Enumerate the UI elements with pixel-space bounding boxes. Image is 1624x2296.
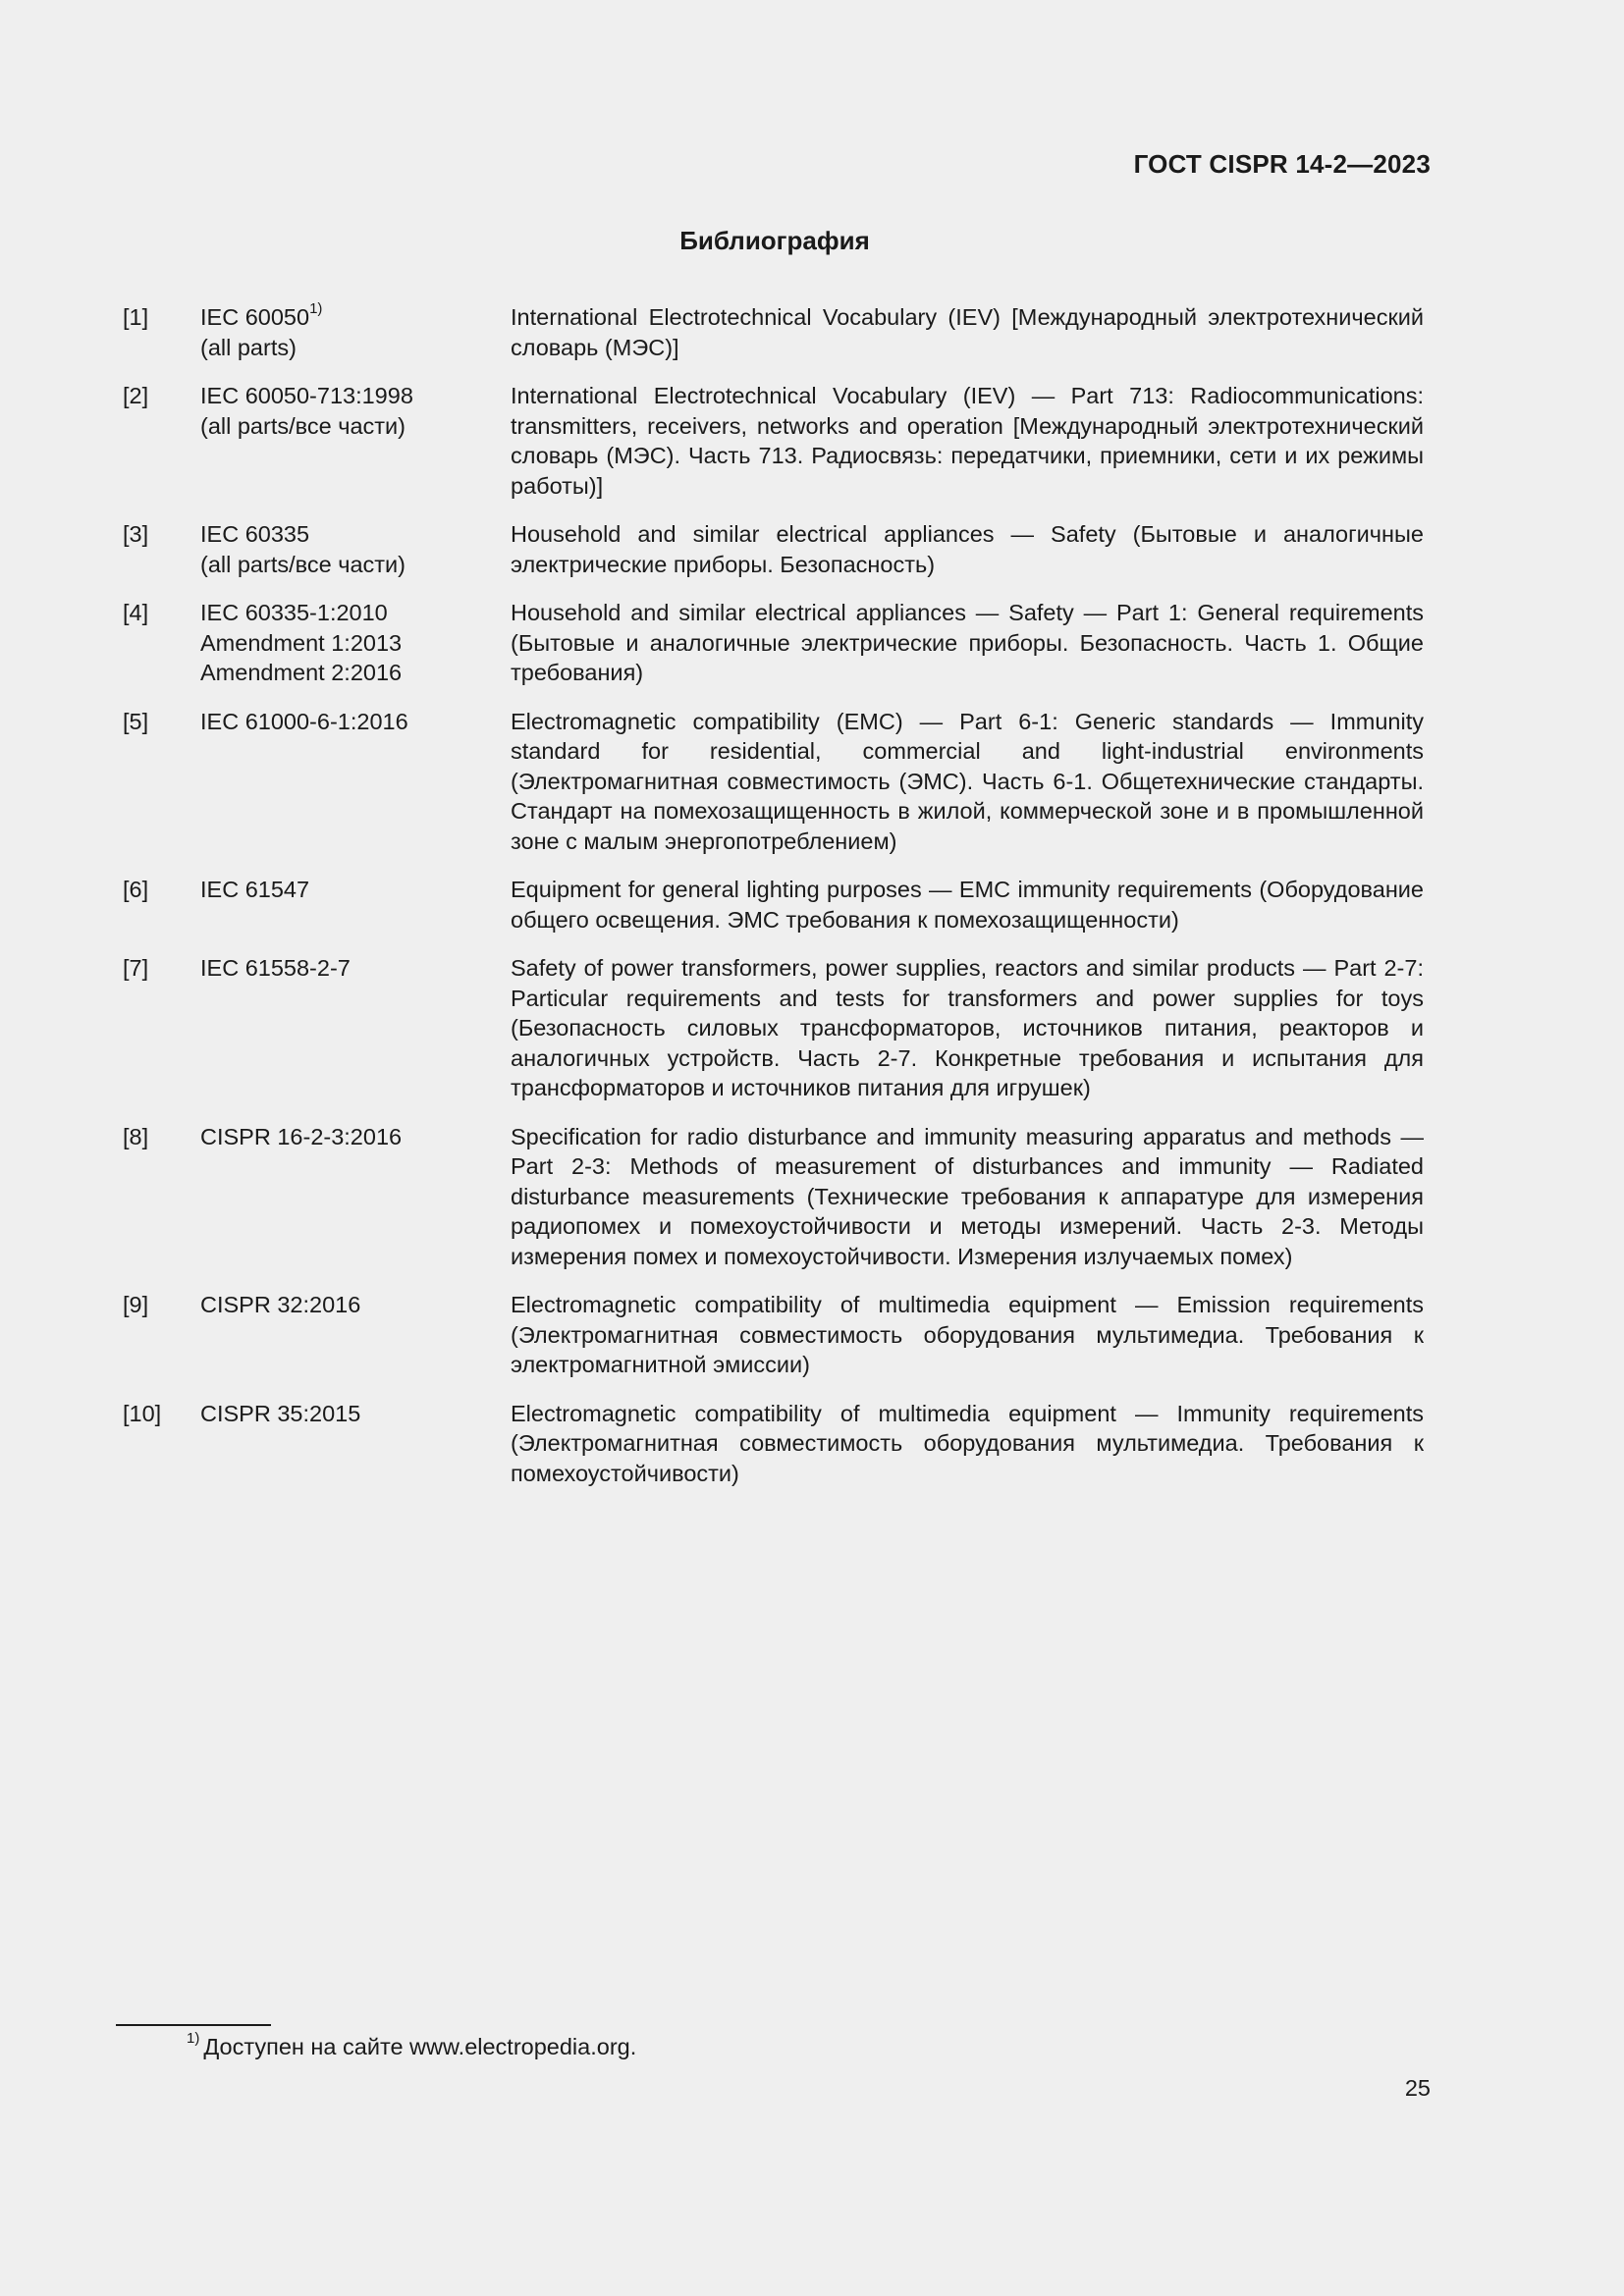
footnote-mark: 1) [187, 2030, 200, 2048]
entry-description: Specification for radio disturbance and immunity measuring apparatus and methods — Part 2-3: Methods of measurement of disturbances and immunity — Radiated disturbance measurements (Технические требования к аппаратуре для измерения радиопомех и помехоустойчивости и методы измерений. Часть 2-3. Методы измерения помех и помехоустойчивости. Измерения излучаемых помех) [511, 1123, 1424, 1269]
bibliography-entry [123, 598, 1424, 688]
reference-line [200, 302, 511, 333]
reference-text: CISPR 32:2016 [200, 1292, 361, 1317]
entry-description: Electromagnetic compatibility (EMC) — Part 6-1: Generic standards — Immunity standard for residential, commercial and light-industrial environments (Электромагнитная совместимость (ЭМС). Часть 6-1. Общетехнические стандарты. Стандарт на помехозащищенность в жилой, коммерческой зоне и в промышленной зоне с малым энергопотреблением) [511, 708, 1424, 854]
reference-text: Amendment 1:2013 [200, 629, 403, 656]
reference-line [200, 707, 511, 737]
entry-reference [200, 953, 511, 1103]
reference-text: CISPR 16-2-3:2016 [200, 1123, 403, 1149]
reference-line [200, 658, 511, 688]
reference-text: IEC 61547 [200, 877, 310, 902]
entry-number: [5] [123, 708, 149, 734]
page-number: 25 [1404, 2075, 1431, 2101]
reference-line [200, 628, 511, 659]
reference-text: IEC 61558-2-7 [200, 955, 351, 981]
entry-number: [6] [123, 877, 149, 902]
bibliography-entry [123, 519, 1424, 579]
entry-number: [2] [123, 383, 149, 408]
document-header: ГОСТ CISPR 14-2—2023 [1133, 149, 1431, 179]
entry-reference [200, 1122, 511, 1272]
entry-description: Equipment for general lighting purposes — EMC immunity requirements (Оборудование общего освещения. ЭМС требования к помехозащищенности) [511, 877, 1424, 933]
reference-line [200, 519, 511, 550]
bibliography-entry [123, 1122, 1424, 1272]
reference-text: (all parts/все части) [200, 412, 406, 439]
reference-text: IEC 61000-6-1:2016 [200, 708, 408, 734]
section-title: Библиография [679, 226, 870, 255]
entry-number: [4] [123, 600, 149, 625]
entry-number: [3] [123, 521, 149, 547]
reference-line [200, 598, 511, 628]
reference-line [200, 550, 511, 580]
entry-description: International Electrotechnical Vocabulary (IEV) [Международный электротехнический словарь (МЭС)] [511, 304, 1424, 360]
reference-line [200, 1399, 511, 1429]
entry-number: [7] [123, 955, 149, 981]
entry-reference [200, 707, 511, 857]
entry-reference [200, 519, 511, 579]
entry-number: [9] [123, 1292, 149, 1317]
reference-line [200, 381, 511, 411]
entry-description: Electromagnetic compatibility of multimedia equipment — Emission requirements (Электромагнитная совместимость оборудования мультимедиа. Требования к электромагнитной эмиссии) [511, 1292, 1424, 1377]
reference-text: (all parts) [200, 334, 297, 360]
reference-text: Amendment 2:2016 [200, 660, 403, 685]
entry-number: [1] [123, 304, 149, 330]
reference-text: IEC 60050-713:1998 [200, 383, 413, 408]
entry-reference [200, 381, 511, 501]
footnote-divider [116, 2024, 271, 2026]
entry-reference [200, 302, 511, 362]
entry-number: [8] [123, 1123, 149, 1149]
reference-line [200, 333, 511, 363]
footnote-text: Доступен на сайте www.electropedia.org. [203, 2034, 637, 2059]
reference-line [200, 411, 511, 442]
bibliography-entry [123, 875, 1424, 934]
entry-description: Safety of power transformers, power supplies, reactors and similar products — Part 2-7: Particular requirements and tests for transformers and power supplies for toys (Безопасность силовых трансформаторов, источников питания, реакторов и аналогичных устройств. Часть 2-7. Конкретные требования и испытания для трансформаторов и источников питания для игрушек) [511, 955, 1424, 1100]
reference-text: IEC 60335 [200, 521, 310, 547]
reference-text: IEC 60050 [200, 304, 310, 330]
entry-description: Household and similar electrical appliances — Safety — Part 1: General requirements (Бытовые и аналогичные электрические приборы. Безопасность. Часть 1. Общие требования) [511, 600, 1424, 685]
entry-description: Electromagnetic compatibility of multimedia equipment — Immunity requirements (Электромагнитная совместимость оборудования мультимедиа. Требования к помехоустойчивости) [511, 1400, 1424, 1486]
reference-line [200, 1290, 511, 1320]
bibliography-entry [123, 953, 1424, 1103]
bibliography-list [123, 302, 1424, 1507]
reference-text: IEC 60335-1:2010 [200, 600, 388, 625]
reference-line [200, 1122, 511, 1152]
footnote [187, 2032, 636, 2061]
entry-reference [200, 598, 511, 688]
bibliography-entry [123, 1399, 1424, 1489]
reference-text: (all parts/все части) [200, 551, 406, 577]
entry-reference [200, 875, 511, 934]
bibliography-entry [123, 1290, 1424, 1380]
bibliography-entry [123, 381, 1424, 501]
reference-text: CISPR 35:2015 [200, 1400, 361, 1426]
entry-description: International Electrotechnical Vocabulary (IEV) — Part 713: Radiocommunications: transmitters, receivers, networks and operation [Международный электротехнический словарь (МЭС). Часть 713. Радиосвязь: передатчики, приемники, сети и их режимы работы)] [511, 383, 1424, 499]
bibliography-entry [123, 302, 1424, 362]
reference-line [200, 953, 511, 984]
reference-line [200, 875, 511, 905]
footnote-reference-mark: 1) [309, 300, 323, 318]
entry-description: Household and similar electrical appliances — Safety (Бытовые и аналогичные электрические приборы. Безопасность) [511, 521, 1424, 577]
entry-reference [200, 1290, 511, 1380]
entry-reference [200, 1399, 511, 1489]
bibliography-entry [123, 707, 1424, 857]
entry-number: [10] [123, 1400, 162, 1426]
